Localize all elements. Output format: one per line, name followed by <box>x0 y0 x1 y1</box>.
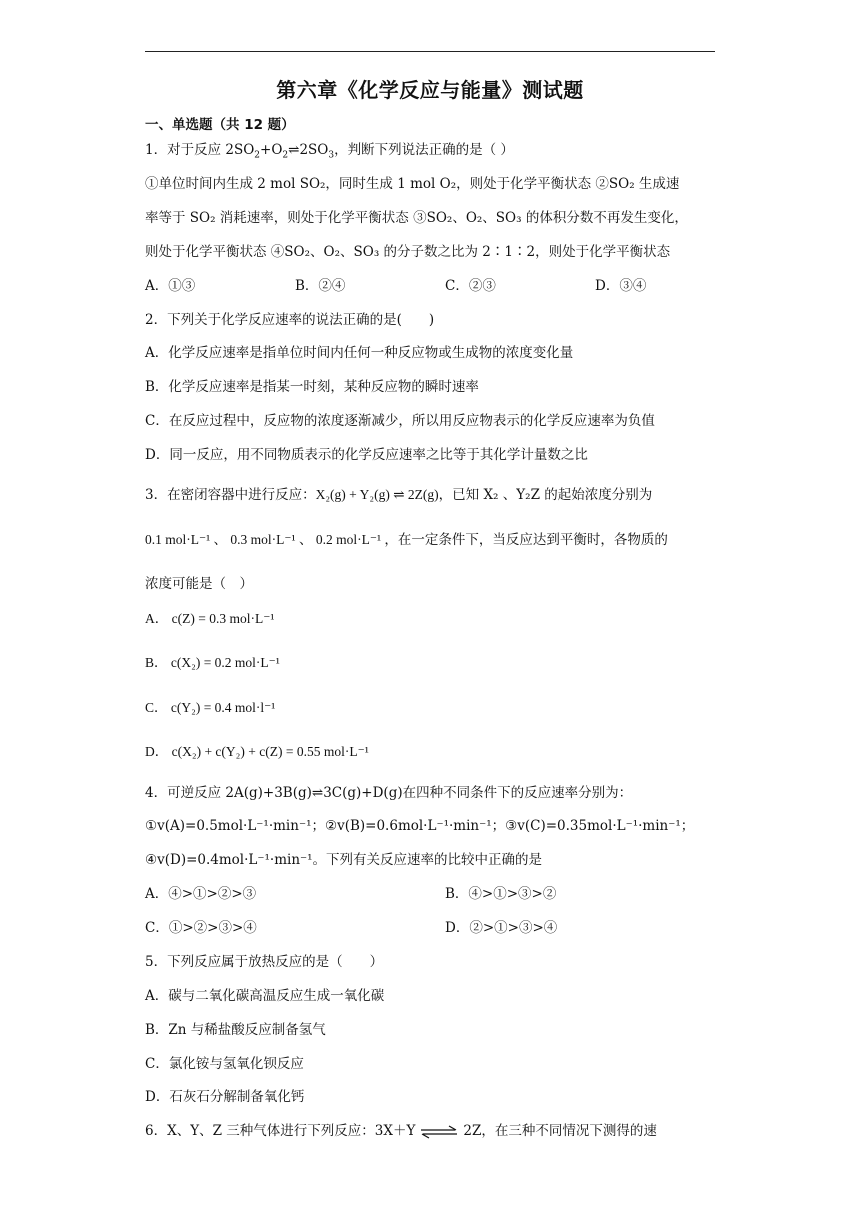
q3-stem-line-3: 浓度可能是（ ） <box>145 576 253 592</box>
q1-stem: 1．对于反应 $2SO_2+O_2\rightleftharpoons 2SO_3$，判断下列说法正确的是（ ） <box>145 142 514 161</box>
q4-stem-line-3: ④v(D)=0.4mol·L⁻¹·min⁻¹。下列有关反应速率的比较中正确的是 <box>145 852 543 868</box>
q3-option-d: D． c(X₂) + c(Y₂) + c(Z) = 0.55 mol·L⁻¹ <box>145 744 369 759</box>
q3-equation: X₂(g) + Y₂(g) ⇌ 2Z(g) <box>315 487 439 502</box>
q3-option-c: C． c(Y₂) = 0.4 mol·l⁻¹ <box>145 700 276 715</box>
header-rule <box>145 51 715 52</box>
q4-option-c: C．①>②>③>④ <box>145 920 257 936</box>
q3-option-a: A． c(Z) = 0.3 mol·L⁻¹ <box>145 611 275 626</box>
q2-stem: 2．下列关于化学反应速率的说法正确的是( ) <box>145 312 435 328</box>
q4-option-d: D．②>①>③>④ <box>445 920 558 936</box>
q4-option-a: A．④>①>②>③ <box>145 886 257 902</box>
q5-stem: 5．下列反应属于放热反应的是（ ） <box>145 954 384 970</box>
q6-stem: 6．X、Y、Z 三种气体进行下列反应：3X＋Y 2Z，在三种不同情况下测得的速 <box>145 1123 657 1139</box>
equilibrium-arrows-icon <box>419 1125 459 1139</box>
q3-option-b: B． c(X₂) = 0.2 mol·L⁻¹ <box>145 655 280 670</box>
q2-option-a: A．化学反应速率是指单位时间内任何一种反应物或生成物的浓度变化量 <box>145 345 574 361</box>
q1-option-a: A．①③ <box>145 278 196 294</box>
q5-option-d: D．石灰石分解制备氧化钙 <box>145 1089 305 1105</box>
q3-stem-line-1: 3．在密闭容器中进行反应：X₂(g) + Y₂(g) ⇌ 2Z(g)，已知 X₂ 、Y₂Z 的起始浓度分别为 <box>145 487 653 503</box>
q5-option-b: B．Zn 与稀盐酸反应制备氢气 <box>145 1022 326 1038</box>
page-title: 第六章《化学反应与能量》测试题 <box>276 78 584 102</box>
q1-line-3: 则处于化学平衡状态 ④SO₂、O₂、SO₃ 的分子数之比为 2∶1∶2，则处于化学平衡状态 <box>145 244 671 260</box>
q1-line-1: ①单位时间内生成 2 mol SO₂，同时生成 1 mol O₂，则处于化学平衡状态 ②SO₂ 生成速 <box>145 176 680 192</box>
q1-option-b: B．②④ <box>295 278 346 294</box>
q4-stem-line-2: ①v(A)=0.5mol·L⁻¹·min⁻¹；②v(B)=0.6mol·L⁻¹·min⁻¹；③v(C)=0.35mol·L⁻¹·min⁻¹； <box>145 818 695 834</box>
q1-line-2: 率等于 SO₂ 消耗速率，则处于化学平衡状态 ③SO₂、O₂、SO₃ 的体积分数不再发生变化， <box>145 210 688 226</box>
q4-stem-line-1: 4．可逆反应 2A(g)+3B(g)⇌3C(g)+D(g)在四种不同条件下的反应速率分别为： <box>145 785 633 801</box>
q2-option-d: D．同一反应，用不同物质表示的化学反应速率之比等于其化学计量数之比 <box>145 447 588 463</box>
section-heading: 一、单选题（共 12 题） <box>145 117 295 133</box>
q1-option-d: D．③④ <box>595 278 647 294</box>
q3-stem-line-2: 0.1 mol·L⁻¹ 、 0.3 mol·L⁻¹ 、 0.2 mol·L⁻¹ ，在一定条件下，当反应达到平衡时，各物质的 <box>145 532 668 547</box>
q1-option-c: C．②③ <box>445 278 496 294</box>
q2-option-c: C．在反应过程中，反应物的浓度逐渐减少，所以用反应物表示的化学反应速率为负值 <box>145 413 655 429</box>
q5-option-a: A．碳与二氧化碳高温反应生成一氧化碳 <box>145 988 385 1004</box>
q2-option-b: B．化学反应速率是指某一时刻，某种反应物的瞬时速率 <box>145 379 479 395</box>
q4-option-b: B．④>①>③>② <box>445 886 557 902</box>
q5-option-c: C．氯化铵与氢氧化钡反应 <box>145 1056 304 1072</box>
